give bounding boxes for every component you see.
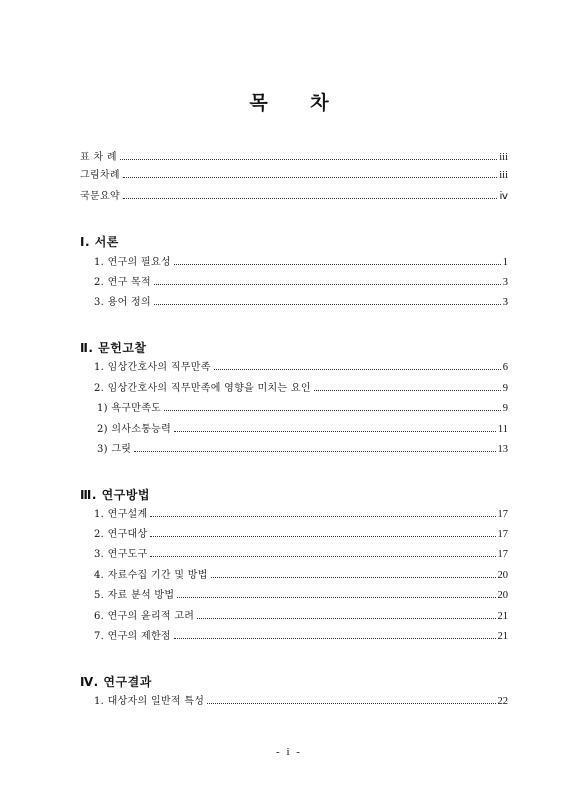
dot-leader <box>207 703 495 704</box>
dot-leader <box>174 264 501 265</box>
toc-entry-label: 1. 임상간호사의 직무만족 <box>94 361 214 375</box>
toc-entry-label: 7. 연구의 제한점 <box>94 630 174 644</box>
toc-entry-page: 11 <box>497 424 508 435</box>
dot-leader <box>123 198 498 199</box>
toc-entry-page: 9 <box>502 403 508 414</box>
dot-leader <box>154 284 501 285</box>
dot-leader <box>214 369 501 370</box>
toc-entry[interactable] <box>94 508 508 522</box>
section-heading[interactable]: Ⅲ. 연구방법 <box>80 488 150 502</box>
section-heading[interactable]: Ⅰ. 서론 <box>80 235 119 249</box>
toc-entry-label: 4. 자료수집 기간 및 방법 <box>94 569 211 583</box>
dot-leader <box>197 618 495 619</box>
toc-entry-page: 3 <box>502 277 508 288</box>
toc-entry-page: 9 <box>502 383 508 394</box>
toc-entry-page: iii <box>499 170 508 181</box>
toc-entry[interactable] <box>97 423 508 437</box>
toc-entry-label: 3. 용어 정의 <box>94 296 154 310</box>
dot-leader <box>174 638 496 639</box>
toc-entry-table-list[interactable] <box>80 151 508 165</box>
toc-entry-label: 2. 연구대상 <box>94 528 150 542</box>
toc-entry-figure-list[interactable] <box>80 169 508 183</box>
toc-entry-label: 1) 욕구만족도 <box>97 402 164 416</box>
toc-entry-page: 17 <box>497 509 508 520</box>
toc-entry[interactable] <box>94 296 508 310</box>
toc-entry[interactable] <box>94 361 508 375</box>
dot-leader <box>150 516 495 517</box>
dot-leader <box>154 304 501 305</box>
page-title: 목 차 <box>249 92 347 114</box>
toc-entry-label: 1. 연구의 필요성 <box>94 256 174 270</box>
toc-entry[interactable] <box>94 528 508 542</box>
toc-entry[interactable] <box>94 569 508 583</box>
toc-entry-page: 6 <box>502 362 508 373</box>
toc-entry[interactable] <box>94 695 508 709</box>
toc-entry-page: 21 <box>497 611 508 622</box>
toc-entry-label: 3) 그릿 <box>97 443 134 457</box>
toc-entry-abstract[interactable] <box>80 190 508 204</box>
toc-entry-page: 20 <box>497 570 508 581</box>
toc-entry-page: 17 <box>497 529 508 540</box>
dot-leader <box>314 390 501 391</box>
toc-entry-label: 3. 연구도구 <box>94 548 150 562</box>
toc-entry-label: 2. 연구 목적 <box>94 276 154 290</box>
toc-entry-page: ⅳ <box>499 191 508 202</box>
dot-leader <box>164 410 501 411</box>
section-heading[interactable]: Ⅱ. 문헌고찰 <box>80 341 147 355</box>
toc-entry[interactable] <box>94 276 508 290</box>
toc-entry[interactable] <box>94 589 508 603</box>
toc-entry-label: 국문요약 <box>80 190 123 204</box>
dot-leader <box>174 431 496 432</box>
toc-entry[interactable] <box>94 256 508 270</box>
toc-entry-page: 1 <box>502 257 508 268</box>
section-heading[interactable]: Ⅳ. 연구결과 <box>80 675 152 689</box>
dot-leader <box>211 577 496 578</box>
toc-entry-label: 표 차 례 <box>80 151 120 165</box>
toc-entry-page: 20 <box>497 590 508 601</box>
toc-entry[interactable] <box>94 630 508 644</box>
toc-entry-page: 21 <box>497 631 508 642</box>
toc-entry-label: 그림차례 <box>80 169 123 183</box>
toc-entry[interactable] <box>97 402 508 416</box>
toc-entry-label: 2. 임상간호사의 직무만족에 영향을 미치는 요인 <box>94 382 314 396</box>
toc-entry-label: 2) 의사소통능력 <box>97 423 174 437</box>
dot-leader <box>134 451 495 452</box>
dot-leader <box>177 597 495 598</box>
toc-entry-page: 13 <box>497 444 508 455</box>
toc-entry-label: 6. 연구의 윤리적 고려 <box>94 610 197 624</box>
toc-entry[interactable] <box>97 443 508 457</box>
toc-entry-label: 1. 대상자의 일반적 특성 <box>94 695 207 709</box>
toc-entry-page: 3 <box>502 297 508 308</box>
toc-entry-page: 22 <box>497 696 508 707</box>
dot-leader <box>120 159 497 160</box>
toc-entry-label: 5. 자료 분석 방법 <box>94 589 177 603</box>
toc-entry[interactable] <box>94 382 508 396</box>
dot-leader <box>123 177 497 178</box>
dot-leader <box>150 536 495 537</box>
toc-entry-page: 17 <box>497 549 508 560</box>
toc-entry-label: 1. 연구설계 <box>94 508 150 522</box>
toc-entry[interactable] <box>94 548 508 562</box>
toc-entry-page: iii <box>499 152 508 163</box>
dot-leader <box>150 556 495 557</box>
toc-entry[interactable] <box>94 610 508 624</box>
page-number-footer: - i - <box>276 746 302 758</box>
